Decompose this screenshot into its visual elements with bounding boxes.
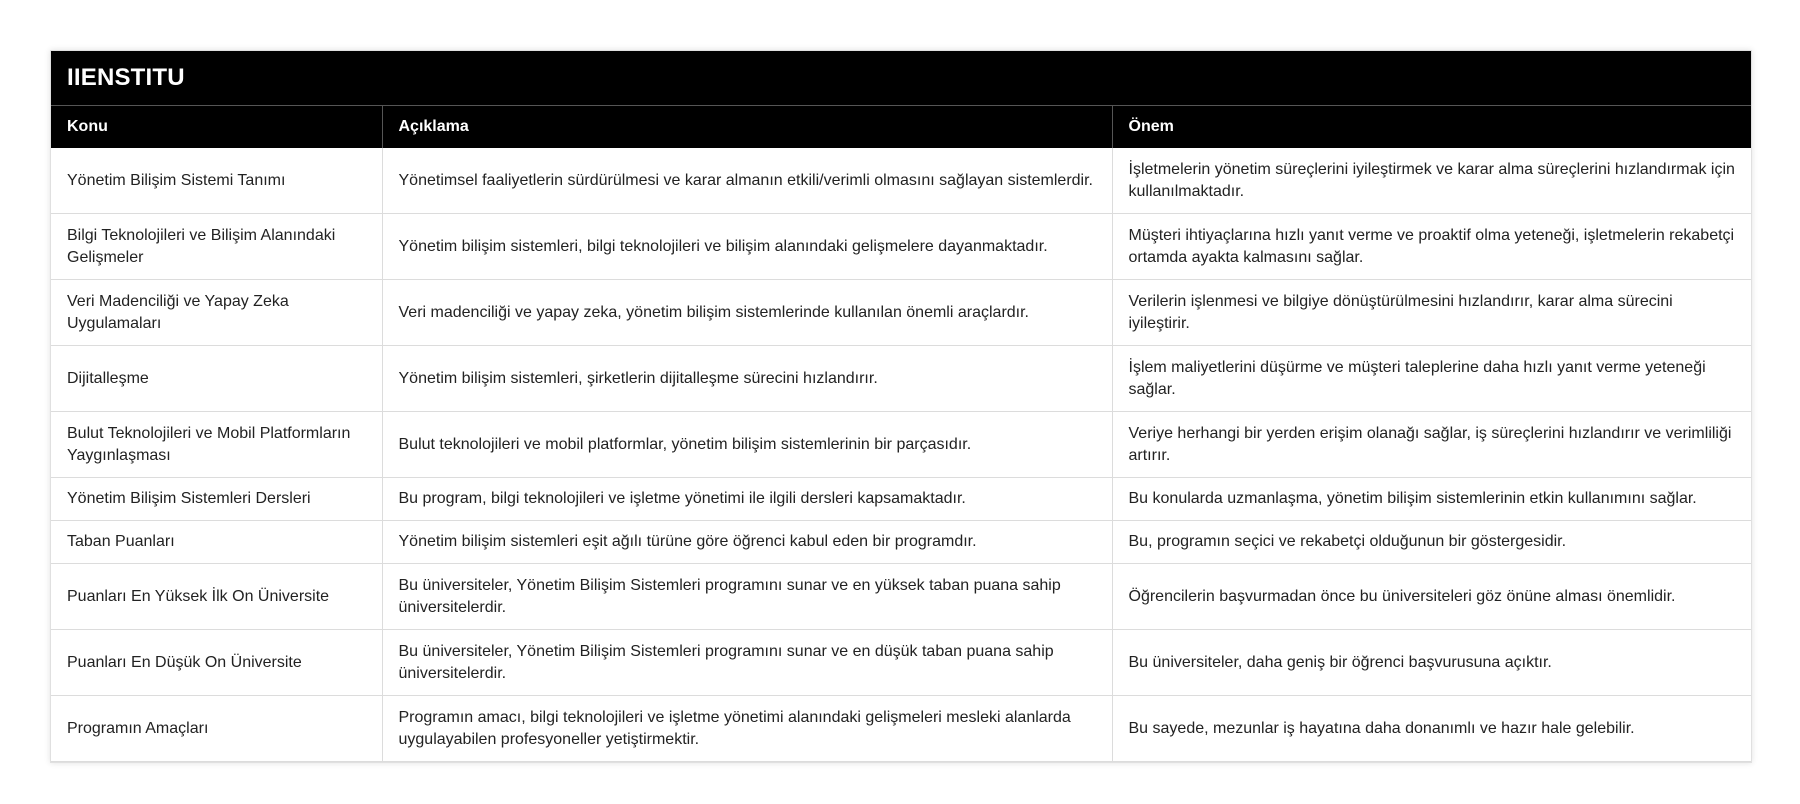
table-row bbox=[51, 696, 1751, 762]
table-row bbox=[51, 630, 1751, 696]
cell-konu: Yönetim Bilişim Sistemleri Dersleri bbox=[51, 478, 382, 521]
brand-title: IIENSTITU bbox=[51, 51, 1751, 106]
cell-onem: Bu konularda uzmanlaşma, yönetim bilişim sistemlerinin etkin kullanımını sağlar. bbox=[1112, 478, 1751, 521]
cell-aciklama: Bulut teknolojileri ve mobil platformlar, yönetim bilişim sistemlerinin bir parçasıdır. bbox=[382, 412, 1112, 478]
cell-konu: Programın Amaçları bbox=[51, 696, 382, 762]
cell-onem: Bu, programın seçici ve rekabetçi olduğunun bir göstergesidir. bbox=[1112, 521, 1751, 564]
cell-aciklama: Bu üniversiteler, Yönetim Bilişim Sistemleri programını sunar ve en yüksek taban puana sahip üniversitelerdir. bbox=[382, 564, 1112, 630]
table-row bbox=[51, 280, 1751, 346]
cell-onem: Verilerin işlenmesi ve bilgiye dönüştürülmesini hızlandırır, karar alma sürecini iyileştirir. bbox=[1112, 280, 1751, 346]
cell-konu: Puanları En Düşük On Üniversite bbox=[51, 630, 382, 696]
cell-aciklama: Bu program, bilgi teknolojileri ve işletme yönetimi ile ilgili dersleri kapsamaktadır. bbox=[382, 478, 1112, 521]
cell-konu: Yönetim Bilişim Sistemi Tanımı bbox=[51, 148, 382, 214]
cell-aciklama: Bu üniversiteler, Yönetim Bilişim Sistemleri programını sunar ve en düşük taban puana sahip üniversitelerdir. bbox=[382, 630, 1112, 696]
table-row bbox=[51, 521, 1751, 564]
cell-onem: Müşteri ihtiyaçlarına hızlı yanıt verme ve proaktif olma yeteneği, işletmelerin rekabetçi ortamda ayakta kalmasını sağlar. bbox=[1112, 214, 1751, 280]
cell-konu: Taban Puanları bbox=[51, 521, 382, 564]
cell-onem: Öğrencilerin başvurmadan önce bu üniversiteleri göz önüne alması önemlidir. bbox=[1112, 564, 1751, 630]
table-row bbox=[51, 478, 1751, 521]
cell-onem: Veriye herhangi bir yerden erişim olanağı sağlar, iş süreçlerini hızlandırır ve verimliliği artırır. bbox=[1112, 412, 1751, 478]
table-row bbox=[51, 346, 1751, 412]
column-header-onem: Önem bbox=[1112, 106, 1751, 148]
column-header-aciklama: Açıklama bbox=[382, 106, 1112, 148]
cell-konu: Bulut Teknolojileri ve Mobil Platformların Yaygınlaşması bbox=[51, 412, 382, 478]
cell-onem: Bu üniversiteler, daha geniş bir öğrenci başvurusuna açıktır. bbox=[1112, 630, 1751, 696]
cell-aciklama: Yönetim bilişim sistemleri, şirketlerin dijitalleşme sürecini hızlandırır. bbox=[382, 346, 1112, 412]
info-table bbox=[51, 106, 1751, 762]
table-row bbox=[51, 214, 1751, 280]
table-row bbox=[51, 148, 1751, 214]
cell-konu: Veri Madenciliği ve Yapay Zeka Uygulamaları bbox=[51, 280, 382, 346]
cell-konu: Puanları En Yüksek İlk On Üniversite bbox=[51, 564, 382, 630]
cell-aciklama: Yönetim bilişim sistemleri, bilgi teknolojileri ve bilişim alanındaki gelişmelere dayanmaktadır. bbox=[382, 214, 1112, 280]
cell-aciklama: Yönetimsel faaliyetlerin sürdürülmesi ve karar almanın etkili/verimli olmasını sağlayan sistemlerdir. bbox=[382, 148, 1112, 214]
cell-onem: Bu sayede, mezunlar iş hayatına daha donanımlı ve hazır hale gelebilir. bbox=[1112, 696, 1751, 762]
cell-aciklama: Yönetim bilişim sistemleri eşit ağılı türüne göre öğrenci kabul eden bir programdır. bbox=[382, 521, 1112, 564]
table-row bbox=[51, 412, 1751, 478]
cell-onem: İşletmelerin yönetim süreçlerini iyileştirmek ve karar alma süreçlerini hızlandırmak için kullanılmaktadır. bbox=[1112, 148, 1751, 214]
info-table-card bbox=[50, 50, 1752, 763]
table-header-row bbox=[51, 106, 1751, 148]
cell-aciklama: Programın amacı, bilgi teknolojileri ve işletme yönetimi alanındaki gelişmeleri mesleki alanlarda uygulayabilen profesyoneller yetiştirmektir. bbox=[382, 696, 1112, 762]
cell-konu: Dijitalleşme bbox=[51, 346, 382, 412]
cell-konu: Bilgi Teknolojileri ve Bilişim Alanındaki Gelişmeler bbox=[51, 214, 382, 280]
column-header-konu: Konu bbox=[51, 106, 382, 148]
table-row bbox=[51, 564, 1751, 630]
cell-aciklama: Veri madenciliği ve yapay zeka, yönetim bilişim sistemlerinde kullanılan önemli araçlardır. bbox=[382, 280, 1112, 346]
cell-onem: İşlem maliyetlerini düşürme ve müşteri taleplerine daha hızlı yanıt verme yeteneği sağlar. bbox=[1112, 346, 1751, 412]
